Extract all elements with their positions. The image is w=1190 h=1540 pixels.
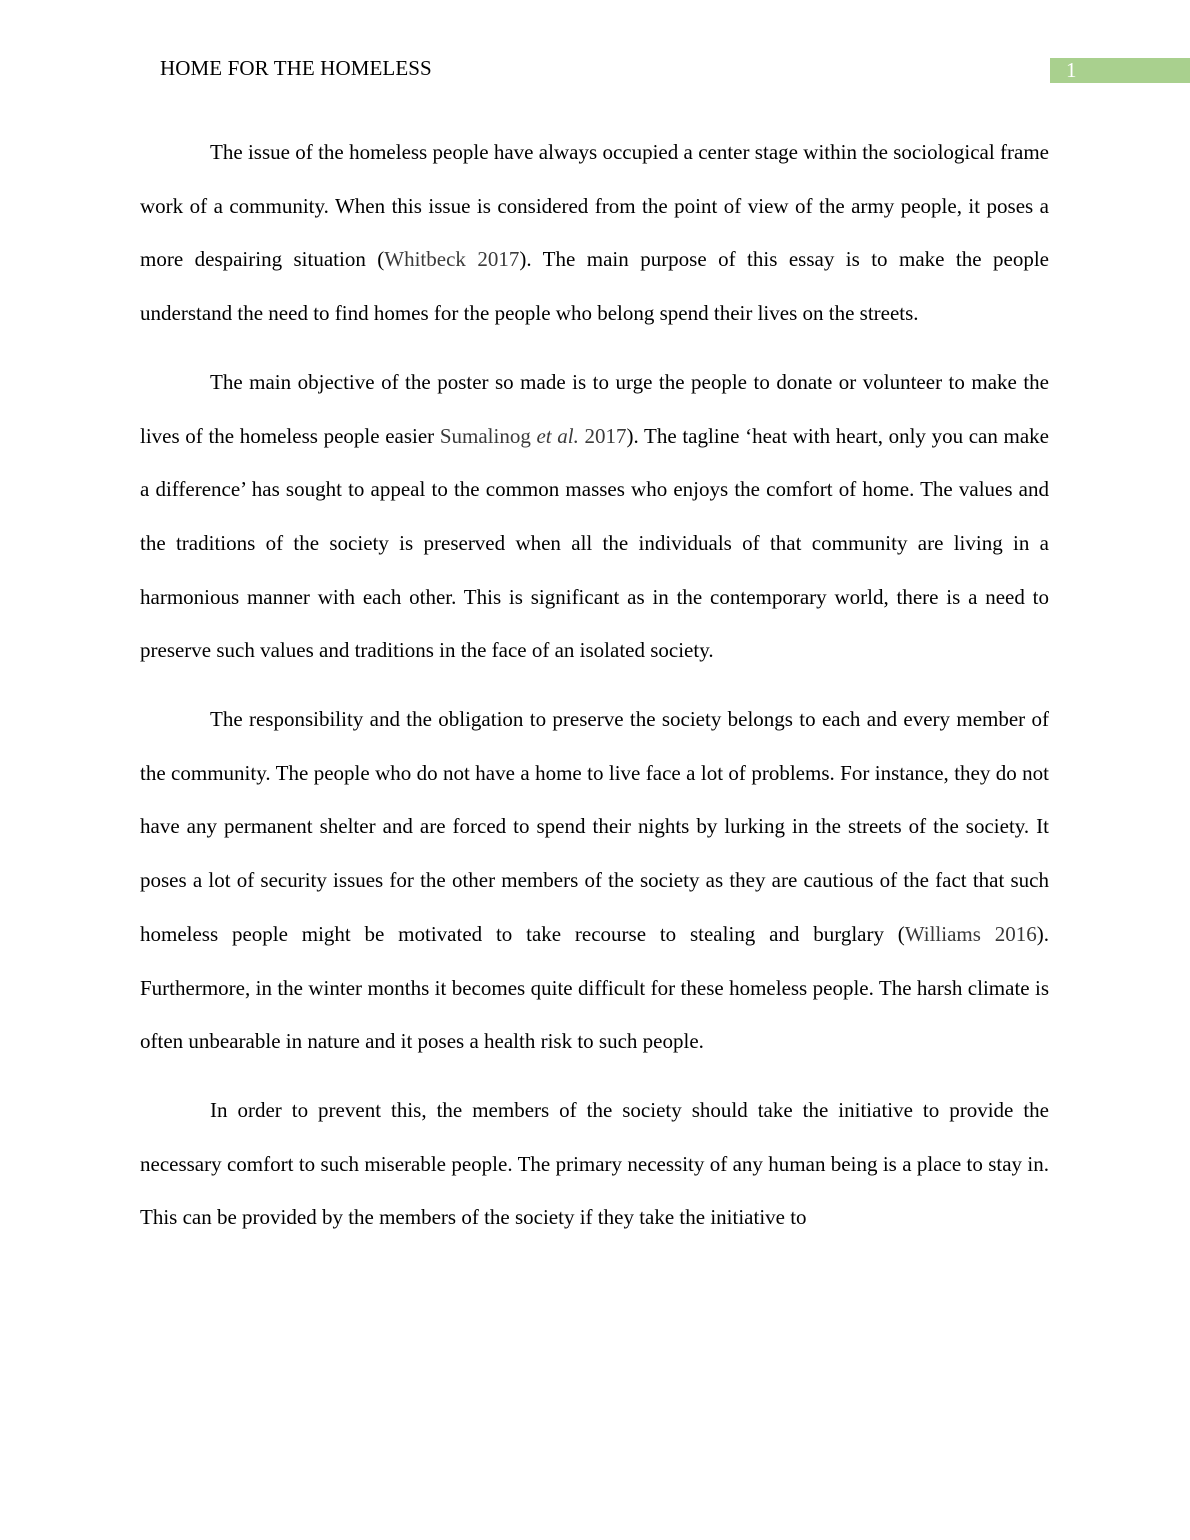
page-number-box [1050, 58, 1190, 83]
citation-sumalinog: Sumalinog [439, 423, 537, 448]
paragraph-4: In order to prevent this, the members of the society should take the initiative to provide the necessary comfort to such miserable people. The primary necessity of any human being is a place to stay in. This can be provided by the members of the society if they take the initiative to [140, 1097, 1049, 1230]
paragraph-1 [140, 126, 1049, 341]
citation-whitbeck: Whitbeck 2017 [384, 247, 520, 272]
paragraph-2-text-b: ). The tagline ‘heat with heart, only you can make a difference’ has sought to appeal to the common masses who enjoys the comfort of home. The values and the traditions of the society is preserved when all the individuals of that community are living in a harmonious manner with each other. This is significant as in the contemporary world, there is a need to preserve such values and traditions in the face of an isolated society. [140, 423, 1049, 663]
paragraph-2 [140, 356, 1049, 678]
paragraph-3 [140, 693, 1049, 1069]
paragraph-1-text-b: ). The main purpose of this essay is to make the people understand the need to find homes for the people who belong spend their lives on the streets. [140, 247, 1049, 326]
citation-williams: Williams 2016 [904, 921, 1037, 946]
paragraph-3-text-b: ). Furthermore, in the winter months it becomes quite difficult for these homeless people. The harsh climate is often unbearable in nature and it poses a health risk to such people. [140, 921, 1049, 1054]
paragraph-3-text-a: The responsibility and the obligation to preserve the society belongs to each and every member of the community. The people who do not have a home to live face a lot of problems. For instance, they do not have any permanent shelter and are forced to spend their nights by lurking in the streets of the society. It poses a lot of security issues for the other members of the society as they are cautious of the fact that such homeless people might be motivated to take recourse to stealing and burglary ( [140, 707, 1049, 946]
paragraph-1-text-a: The issue of the homeless people have always occupied a center stage within the sociological frame work of a community. When this issue is considered from the point of view of the army people, it poses a more despairing situation ( [140, 140, 1049, 272]
paragraph-2-text-a: The main objective of the poster so made is to urge the people to donate or volunteer to make the lives of the homeless people easier [140, 369, 1049, 448]
document-body [140, 126, 1049, 1260]
citation-sumalinog-year: 2017 [578, 423, 627, 448]
running-head: HOME FOR THE HOMELESS [160, 56, 432, 80]
citation-et-al: et al. [536, 423, 579, 448]
page-number: 1 [1066, 58, 1077, 82]
